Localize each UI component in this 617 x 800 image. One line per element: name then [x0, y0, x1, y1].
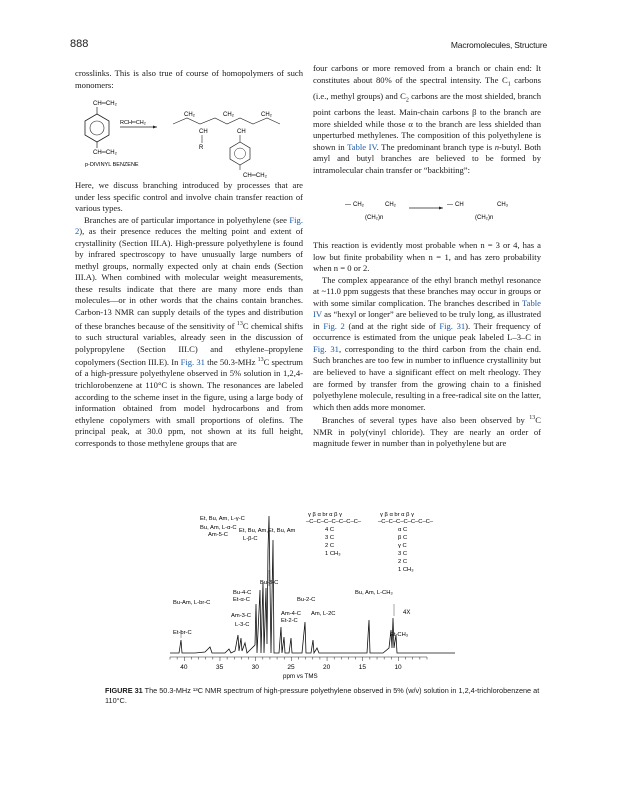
label-et-br-c: Et-br-C — [173, 630, 192, 636]
page-number: 888 — [70, 38, 89, 50]
ppm-axis-label: ppm vs TMS — [283, 673, 318, 680]
polymer-ch2-c: CH₂ — [261, 112, 272, 118]
label-bu-am-l-a: Bu, Am, L-α-C — [200, 525, 237, 531]
left-paragraph-1: crosslinks. This is also true of course of homopolymers of such monomers: — [75, 68, 303, 90]
monomer-caption: p-DIVINYL BENZENE — [85, 162, 139, 168]
nmr-spectrum-figure — [165, 510, 465, 680]
label-am-4c: Am-4-C — [281, 611, 301, 617]
backbite-arrow-icon — [439, 207, 443, 210]
right-column — [313, 63, 541, 176]
left-column — [75, 68, 303, 91]
label-et-bu-am-l-y: Et, Bu, Am, L-γ-C — [200, 516, 245, 522]
polymer-ring-icon — [230, 142, 250, 165]
figure-caption — [105, 686, 545, 706]
label-et-a-c: Et-α-C — [233, 597, 250, 603]
svg-text:3 C: 3 C — [398, 551, 408, 557]
inset-chain-right: –C–C–C–C–C–C–C– — [378, 519, 434, 525]
svg-text:2 C: 2 C — [325, 543, 335, 549]
backbite-ch2-a: CH₂ — [353, 202, 364, 208]
polymer-ch-b: CH — [237, 129, 246, 135]
vinyl-label-bottom: CH═CH₂ — [93, 150, 117, 156]
label-am-l2c: Am, L-2C — [311, 611, 336, 617]
label-et-bu-am-l-b: Et, Bu, Am — [268, 528, 296, 534]
label-et-ch3: Et-CH₃ — [390, 632, 409, 638]
backbite-chain-b: (CH₂)n — [475, 215, 494, 221]
label-bu-3c: Bu-3-C — [260, 580, 279, 586]
link-fig-31[interactable]: Fig. 31 — [180, 356, 205, 367]
backbiting-diagram — [345, 196, 535, 226]
inset-chain-left: –C–C–C–C–C–C–C– — [306, 519, 362, 525]
label-l-3c: L-3-C — [235, 622, 250, 628]
backbite-ch3: CH₃ — [497, 202, 509, 208]
reagent-label: RCH═CH₂ — [120, 120, 146, 126]
inset-branch-left — [325, 527, 341, 557]
svg-text:β C: β C — [398, 535, 408, 541]
axis-tick-label: 20 — [323, 664, 331, 671]
svg-text:1 CH₃: 1 CH₃ — [398, 567, 414, 573]
link-table-iv-2[interactable]: Table IV — [313, 297, 541, 320]
inset-branch-right — [398, 527, 414, 573]
link-fig-2[interactable]: Fig. 2 — [75, 214, 303, 237]
inset-greek-right: γ β α br α β γ — [380, 512, 414, 518]
left-column-lower — [75, 180, 303, 449]
link-fig-31-b[interactable]: Fig. 31 — [313, 343, 339, 354]
divinylbenzene-diagram — [75, 96, 310, 180]
label-bu-2c: Bu-2-C — [297, 597, 316, 603]
figure-caption-label: FIGURE 31 — [105, 686, 143, 695]
axis-tick-label: 40 — [180, 664, 188, 671]
svg-text:α C: α C — [398, 527, 408, 533]
figure-caption-text: The 50.3-MHz ¹³C NMR spectrum of high-pressure polyethylene observed in 5% (w/v) solution in 1,2,4-trichlorobenzene at 110°C. — [105, 686, 540, 705]
svg-text:3 C: 3 C — [325, 535, 335, 541]
svg-text:γ C: γ C — [398, 543, 407, 549]
link-fig-31-a[interactable]: Fig. 31 — [439, 320, 466, 331]
axis-tick-label: 25 — [287, 664, 295, 671]
svg-text:—: — — [345, 202, 351, 208]
svg-text:4 C: 4 C — [325, 527, 335, 533]
polymer-r: R — [199, 145, 204, 151]
label-et-2c: Et-2-C — [281, 618, 298, 624]
polymer-ch2-a: CH₂ — [184, 112, 195, 118]
axis-tick-label: 30 — [251, 664, 259, 671]
svg-text:—: — — [447, 202, 453, 208]
left-paragraph-3: Branches are of particular importance in polyethylene (see Fig. 2), as their presence reduces the melting point and extent of crystallinity (Section III.A). High-pressure polyethylene is found by infrared spectroscopy to have unusually large numbers of methyl groups, normally expected only at chain ends (Section III.A). When combined with molecular weight measurements, these results indicate that there are many more ends than molecules—or in other words that the chains contain branches. Carbon-13 NMR can supply details of the types and distribution of these branches because of the sensitivity of $^{13}$C chemical shifts to such structural variables, already seen in the discussion of polypropylene (Section III.C) and ethylene–propylene copolymers (Section III.E). In Fig. 31 the 50.3-MHz $^{13}$C spectrum of a high-pressure polyethylene observed in 5% solution in 1,2,4-trichlorobenzene at 110°C is shown. The resonances are labeled according to the scheme inset in the figure, using a large body of information obtained from model hydrocarbons and from ethylene copolymers with small proportions of olefins. The principal peak, at 30.0 ppm, not shown at its full height, corresponds to those methylene groups that are — [75, 214, 303, 448]
svg-text:2 C: 2 C — [398, 559, 408, 565]
svg-text:1 CH₃: 1 CH₃ — [325, 551, 341, 557]
link-fig-2-right[interactable]: Fig. 2 — [323, 320, 345, 331]
right-paragraph-4: Branches of several types have also been observed by $^{13}$C NMR in poly(vinyl chloride). They are nearly an order of magnitude fewer in number than in polyethylene but are — [313, 415, 541, 449]
backbite-chain-a: (CH₂)n — [365, 215, 384, 221]
label-l-b-c: L-β-C — [243, 536, 258, 542]
reaction-arrow-icon — [153, 126, 157, 129]
right-paragraph-3: The complex appearance of the ethyl branch methyl resonance at ~11.0 ppm suggests that these branches may occur in groups or with some similar complication. The branches described in Table IV as “hexyl or longer” are believed to be truly long, as illustrated in Fig. 2 (and at the right side of Fig. 31). Their frequency of occurrence is estimated from the unique peak labeled L–3–C in Fig. 31, corresponding to the third carbon from the chain end. Such branches are too few in number to influence crystallinity but are believed to have a significant effect on melt rheology. They are formed by transfer from the growing chain to a finished polyethylene molecule, resulting in a free-radical site on the latter, which then adds more monomer. — [313, 274, 542, 412]
polymer-ch2-b: CH₂ — [223, 112, 234, 118]
vinyl-label-top: CH═CH₂ — [93, 101, 117, 107]
polymer-pendant: CH═CH₂ — [243, 173, 267, 179]
label-bu-am-l-br: Bu-Am, L-br-C — [173, 600, 211, 606]
inset-greek-left: γ β α br α β γ — [308, 512, 342, 518]
ppm-axis-ticks — [170, 657, 427, 671]
label-am-5c: Am-5-C — [208, 532, 228, 538]
link-table-iv[interactable]: Table IV — [347, 141, 377, 152]
polymer-ch-a: CH — [199, 129, 208, 135]
right-column-lower — [313, 240, 541, 450]
label-et-bu-am: Et, Bu, Am, — [239, 528, 268, 534]
right-paragraph-1: four carbons or more removed from a branch or chain end: It constitutes about 80% of the spectral intensity. The $C_1$ carbons (i.e., methyl groups) and $C_2$ carbons are the most shielded, branch point carbons the least. Main-chain carbons β to the branch are more shielded while those α to the branch are less shielded than unperturbed methylenes. The composition of this polyethylene is shown in Table IV. The predominant branch type is n-butyl. Both amyl and butyl branches are believed to be formed by intramolecular chain transfer or “backbiting”: — [313, 63, 542, 175]
label-bu-am-l-ch3: Bu, Am, L-CH₃ — [355, 590, 393, 596]
axis-tick-label: 35 — [215, 664, 224, 671]
backbite-ch2-b: CH₂ — [385, 202, 396, 208]
backbite-ch: CH — [455, 202, 464, 208]
benzene-ring-icon — [85, 114, 109, 142]
right-paragraph-2: This reaction is evidently most probable when n = 3 or 4, has a low but finite probability when n = 1, and has zero probability when n = 0 or 2. — [313, 240, 541, 274]
left-paragraph-2: Here, we discuss branching introduced by processes that are under less specific control and involve chain transfer reaction of various types. — [75, 180, 303, 214]
axis-tick-label: 15 — [358, 664, 366, 671]
label-am-3c: Am-3-C — [231, 613, 251, 619]
label-4x: 4X — [403, 610, 411, 616]
axis-tick-label: 10 — [394, 664, 402, 671]
label-bu-4c: Bu-4-C — [233, 590, 252, 596]
running-title: Macromolecules, Structure — [450, 40, 547, 50]
